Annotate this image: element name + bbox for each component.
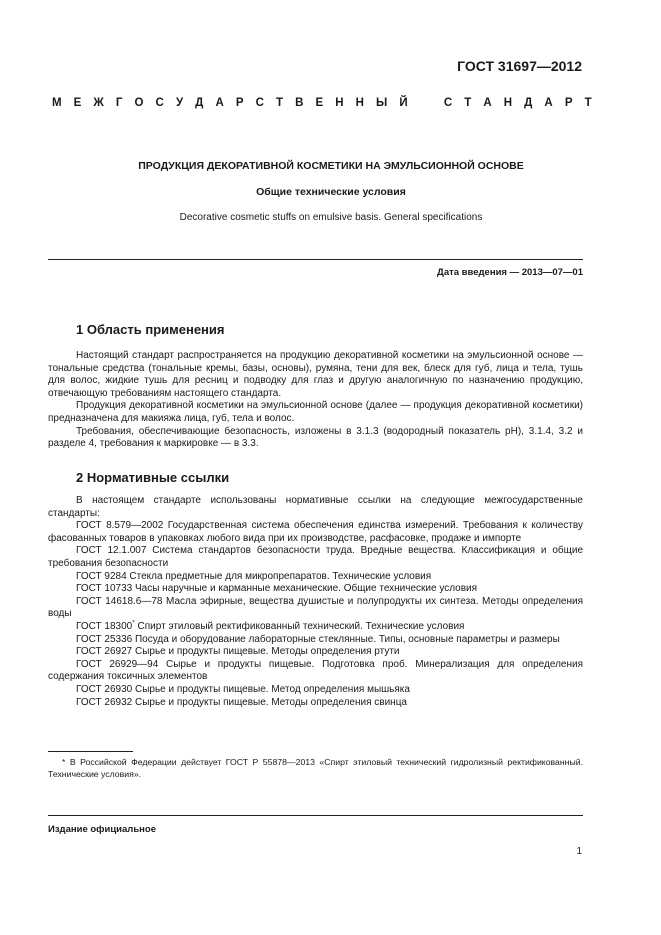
document-subtitle: Общие технические условия: [256, 186, 406, 198]
introduction-date: Дата введения — 2013—07—01: [437, 267, 583, 278]
banner-letter: С: [255, 97, 264, 109]
reference-item: ГОСТ 26929—94 Сырье и продукты пищевые. Подготовка проб. Минерализация для определения содержания токсичных элементов: [48, 658, 583, 683]
banner-letter: Д: [195, 97, 204, 109]
document-title-english: Decorative cosmetic stuffs on emulsive basis. General specifications: [179, 212, 483, 223]
page-number: 1: [576, 846, 582, 857]
reference-code: ГОСТ 18300: [76, 620, 133, 632]
banner-letter: Т: [464, 97, 472, 109]
banner-letter: У: [175, 97, 184, 109]
section-heading-references: 2 Нормативные ссылки: [76, 470, 230, 485]
reference-item: ГОСТ 10733 Часы наручные и карманные механические. Общие технические условия: [76, 583, 478, 595]
banner-letter: Р: [235, 97, 244, 109]
banner-letter: Н: [355, 97, 364, 109]
section-heading-scope: 1 Область применения: [76, 322, 225, 337]
paragraph: Требования, обеспечивающие безопасность, изложены в 3.1.3 (водородный показатель рН), 3.1.4, 3.2 и разделе 4, требования к маркировке — в 3.3.: [48, 425, 583, 450]
reference-item: ГОСТ 8.579—2002 Государственная система обеспечения единства измерений. Требования к количеству фасованных товаров в упаковках любого вида при их производстве, расфасовке, продаже и импорте: [48, 520, 583, 544]
banner-letter: Е: [73, 97, 82, 109]
banner-letter: Д: [524, 97, 533, 109]
banner-letter: Р: [564, 97, 573, 109]
reference-item: ГОСТ 25336 Посуда и оборудование лабораторные стеклянные. Типы, основные параметры и размеры: [76, 633, 560, 645]
banner-letter: А: [544, 97, 553, 109]
banner-letter: Ж: [93, 97, 104, 109]
banner-letter: Т: [584, 97, 592, 109]
banner-letter: С: [443, 97, 453, 109]
banner-letter: Й: [399, 97, 408, 109]
interstate-standard-banner: [52, 97, 592, 109]
footnote: [48, 757, 583, 780]
reference-item: ГОСТ 12.1.007 Система стандартов безопасности труда. Вредные вещества. Классификация и общие требования безопасности: [48, 545, 583, 569]
banner-letter: О: [134, 97, 144, 109]
section-references-body: [48, 495, 583, 709]
banner-letter: Т: [275, 97, 284, 109]
reference-item: ГОСТ 9284 Стекла предметные для микропрепаратов. Технические условия: [76, 570, 432, 582]
document-title: ПРОДУКЦИЯ ДЕКОРАТИВНОЙ КОСМЕТИКИ НА ЭМУЛЬСИОННОЙ ОСНОВЕ: [138, 160, 524, 172]
reference-item: ГОСТ 26930 Сырье и продукты пищевые. Метод определения мышьяка: [76, 683, 410, 695]
banner-letter: А: [483, 97, 492, 109]
banner-letter: Ы: [376, 97, 388, 109]
banner-letter: А: [215, 97, 224, 109]
title-divider: [48, 259, 583, 260]
banner-letter: Н: [503, 97, 513, 109]
banner-letter: М: [52, 97, 62, 109]
reference-item: ГОСТ 26932 Сырье и продукты пищевые. Методы определения свинца: [76, 696, 407, 708]
section-scope-body: [48, 350, 583, 451]
banner-letter: Н: [335, 97, 344, 109]
banner-letter: В: [295, 97, 304, 109]
footnote-mark[interactable]: *: [132, 619, 135, 627]
reference-item: ГОСТ 26927 Сырье и продукты пищевые. Методы определения ртути: [76, 646, 400, 658]
banner-letter: Г: [115, 97, 123, 109]
footnote-text: * В Российской Федерации действует ГОСТ Р 55878—2013 «Спирт этиловый технический гидролизный ректификованный. Технические условия».: [48, 757, 583, 779]
footer-divider: [48, 815, 583, 816]
banner-letter: С: [155, 97, 164, 109]
document-code: ГОСТ 31697—2012: [457, 58, 582, 74]
reference-item-18300: [48, 621, 583, 634]
banner-letter: Е: [315, 97, 324, 109]
reference-text: Спирт этиловый ректификованный технический. Технические условия: [134, 620, 465, 632]
reference-item: ГОСТ 14618.6—78 Масла эфирные, вещества душистые и полупродукты их синтеза. Методы определения воды: [48, 595, 583, 620]
paragraph: В настоящем стандарте использованы нормативные ссылки на следующие межгосударственные стандарты:: [48, 495, 583, 519]
official-edition-label: Издание официальное: [48, 824, 156, 835]
paragraph: Продукция декоративной косметики на эмульсионной основе (далее — продукция декоративной косметики) предназначена для макияжа лица, губ, тела и волос.: [48, 400, 583, 424]
paragraph: Настоящий стандарт распространяется на продукцию декоративной косметики на эмульсионной основе — тональные средства (тональные кремы, базы, основы), румяна, тени для век, блеск для губ, лица и тела, тушь для волос, жидкие тушь для ресниц и подводку для глаз и другую аналогичную по назначению продукцию, отвечающую требованиям настоящего стандарта.: [48, 350, 583, 399]
footnote-divider: [48, 751, 133, 752]
